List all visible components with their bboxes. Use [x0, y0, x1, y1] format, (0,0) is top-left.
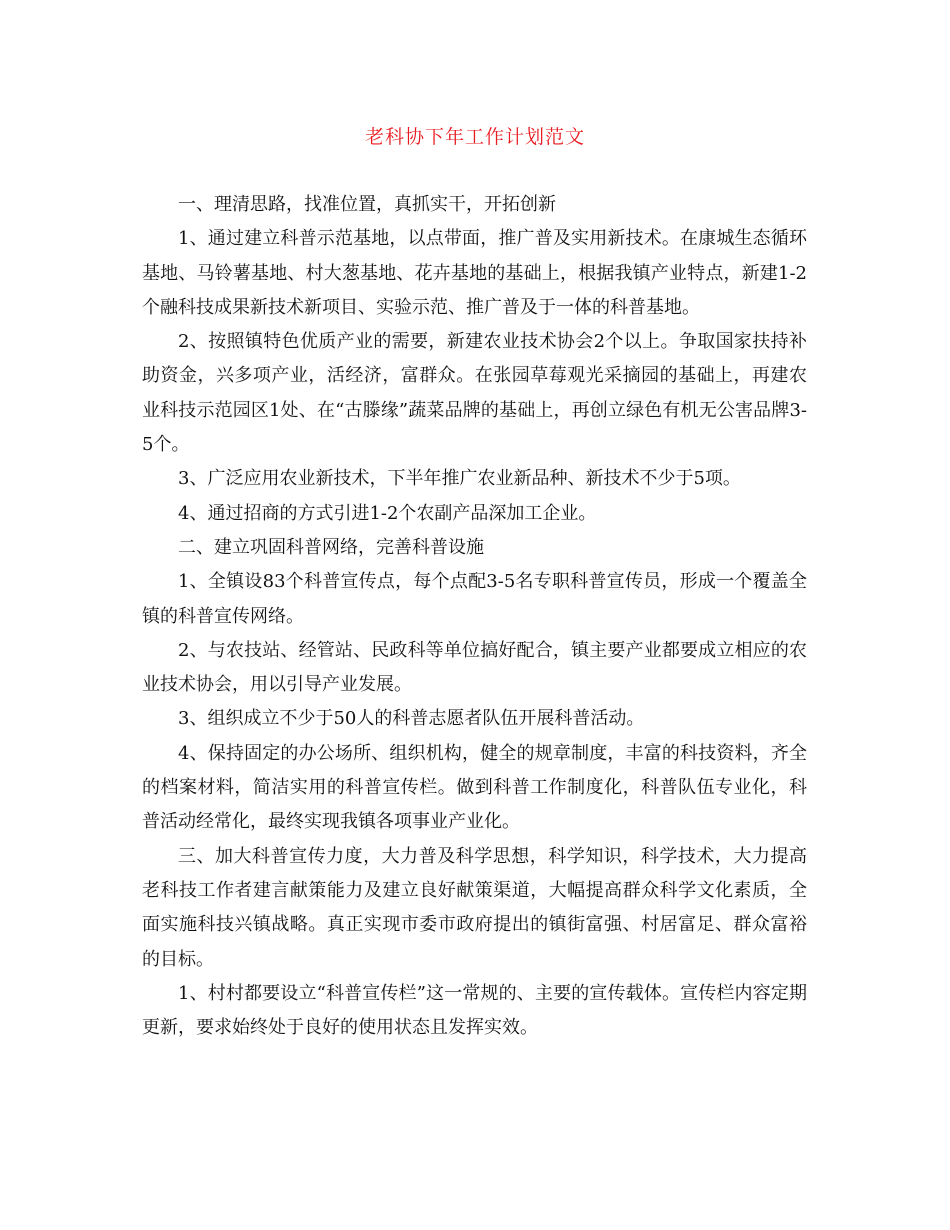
paragraph: 4、通过招商的方式引进1-2个农副产品深加工企业。	[178, 502, 597, 524]
section-heading-1: 一、理清思路，找准位置，真抓实干，开拓创新	[178, 194, 556, 215]
section-heading-3: 三、加大科普宣传力度，大力普及科学思想，科学知识，科学技术，大力提高老科技工作者建言献策能力及建立良好献策渠道，大幅提高群众科学文化素质，全面实施科技兴镇战略。真正实现市委市政府提出的镇街富强、村居富足、群众富裕的目标。	[142, 845, 807, 970]
paragraph: 3、组织成立不少于50人的科普志愿者队伍开展科普活动。	[178, 708, 645, 730]
paragraph: 1、全镇设83个科普宣传点，每个点配3-5名专职科普宣传员，形成一个覆盖全镇的科普宣传网络。	[142, 571, 807, 627]
paragraph: 1、村村都要设立“科普宣传栏”这一常规的、主要的宣传载体。宣传栏内容定期更新，要求始终处于良好的使用状态且发挥实效。	[142, 982, 807, 1039]
document-title: 老科协下年工作计划范文	[364, 126, 585, 148]
paragraph: 4、保持固定的办公场所、组织机构，健全的规章制度，丰富的科技资料，齐全的档案材料，简洁实用的科普宣传栏。做到科普工作制度化，科普队伍专业化，科普活动经常化，最终实现我镇各项事业产业化。	[142, 742, 807, 833]
paragraph: 2、与农技站、经管站、民政科等单位搞好配合，镇主要产业都要成立相应的农业技术协会，用以引导产业发展。	[142, 639, 807, 696]
section-heading-2: 二、建立巩固科普网络，完善科普设施	[178, 536, 484, 558]
paragraph: 1、通过建立科普示范基地，以点带面，推广普及实用新技术。在康城生态循环基地、马铃薯基地、村大葱基地、花卉基地的基础上，根据我镇产业特点，新建1-2个融科技成果新技术新项目、实验示范、推广普及于一体的科普基地。	[142, 228, 807, 318]
document-body	[142, 188, 807, 1045]
paragraph: 3、广泛应用农业新技术，下半年推广农业新品种、新技术不少于5项。	[178, 468, 741, 490]
paragraph: 2、按照镇特色优质产业的需要，新建农业技术协会2个以上。争取国家扶持补助资金，兴多项产业，活经济，富群众。在张园草莓观光采摘园的基础上，再建农业科技示范园区1处、在“古滕缘”蔬菜品牌的基础上，再创立绿色有机无公害品牌3-5个。	[142, 331, 807, 456]
